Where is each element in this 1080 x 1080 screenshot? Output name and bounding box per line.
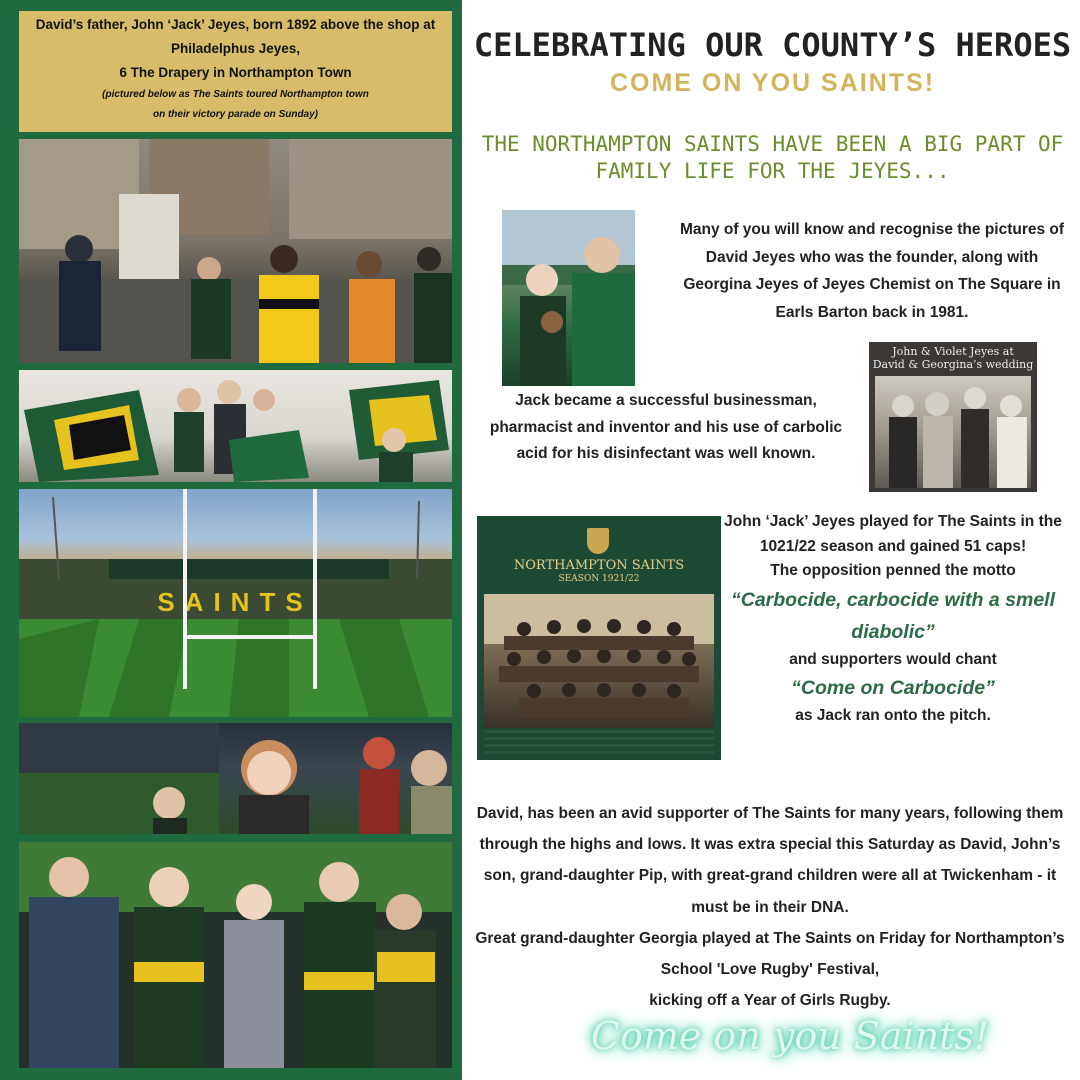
stadium-sign: SAINTS <box>157 587 313 617</box>
crowd-scene <box>19 723 452 834</box>
saints-stadium-photo <box>19 489 452 717</box>
victory-parade-photo <box>19 139 452 363</box>
supporter-text: David, has been an avid supporter of The Saints for many years, following them through the highs and lows. It was extra special this Saturday as David, John’s son, grand-daughter Pip, with great-grand children were all at Twickenham - it must be in their DNA. <box>476 805 1064 916</box>
team-scene <box>484 594 714 728</box>
caption-line: Philadelphus Jeyes, <box>170 41 301 56</box>
parade-scene <box>19 139 452 363</box>
lead-heading: THE NORTHAMPTON SAINTS HAVE BEEN A BIG PART OF FAMILY LIFE FOR THE JEYES... <box>481 132 1064 183</box>
wedding-caption-line: David & Georgina’s wedding <box>872 358 1034 371</box>
caps-text: John ‘Jack’ Jeyes played for The Saints in the 1021/22 season and gained 51 caps! <box>724 513 1062 555</box>
team-photo-season: SEASON 1921/22 <box>558 574 640 584</box>
twickenham-family-photo <box>19 842 452 1068</box>
wedding-photo <box>869 342 1037 492</box>
stadium-scene <box>19 489 452 717</box>
wedding-scene <box>875 376 1031 488</box>
photo-column <box>0 0 462 1080</box>
chant-quote: “Come on Carbocide” <box>791 677 995 699</box>
caption-line: 6 The Drapery in Northampton Town <box>119 65 352 80</box>
carbocide-paragraph <box>723 510 1063 729</box>
festival-text: Great grand-daughter Georgia played at The Saints on Friday for Northampton’s School 'Love Rugby' Festival, <box>475 929 1065 979</box>
pitch-text: as Jack ran onto the pitch. <box>795 707 991 724</box>
wedding-image <box>875 376 1031 488</box>
team-photo-names <box>484 730 714 756</box>
team-photo-1921 <box>477 516 721 760</box>
page-title: CELEBRATING OUR COUNTY’S HEROES <box>473 26 1072 64</box>
stadium-crowd-photo <box>19 723 452 834</box>
team-photo-title: NORTHAMPTON SAINTS <box>513 558 685 573</box>
saints-crest-icon <box>587 528 609 554</box>
caption-note: on their victory parade on Sunday) <box>152 109 319 120</box>
supporter-paragraph <box>470 798 1070 1016</box>
motto-intro: The opposition penned the motto <box>770 562 1016 579</box>
supporters-flags-photo <box>19 370 452 482</box>
signoff-neon: Come on you Saints! <box>590 1014 990 1058</box>
caption-note: (pictured below as The Saints toured Northampton town <box>102 89 369 100</box>
motto-quote: “Carbocide, carbocide with a smell diabolic” <box>730 588 1056 643</box>
team-photo-image <box>484 594 714 728</box>
page-subtitle: COME ON YOU SAINTS! <box>609 69 936 97</box>
caption-line: David’s father, John ‘Jack’ Jeyes, born 1892 above the shop at <box>35 17 436 32</box>
flags-scene <box>19 370 452 482</box>
david-and-granddaughter-photo <box>502 210 635 386</box>
wedding-photo-caption <box>869 342 1037 371</box>
family-scene <box>19 842 452 1068</box>
jack-paragraph: Jack became a successful businessman, pharmacist and inventor and his use of carbolic acid for his disinfectant was well known. <box>489 392 843 462</box>
stand-scene <box>502 210 635 386</box>
wedding-caption-line: John & Violet Jeyes at <box>892 345 1014 358</box>
intro-paragraph: Many of you will know and recognise the pictures of David Jeyes who was the founder, along with Georgina Jeyes of Jeyes Chemist on The Square in Earls Barton back in 1981. <box>679 221 1065 321</box>
photo-caption-box <box>19 11 452 132</box>
girls-rugby-text: kicking off a Year of Girls Rugby. <box>649 992 891 1010</box>
chant-intro: and supporters would chant <box>789 650 997 668</box>
